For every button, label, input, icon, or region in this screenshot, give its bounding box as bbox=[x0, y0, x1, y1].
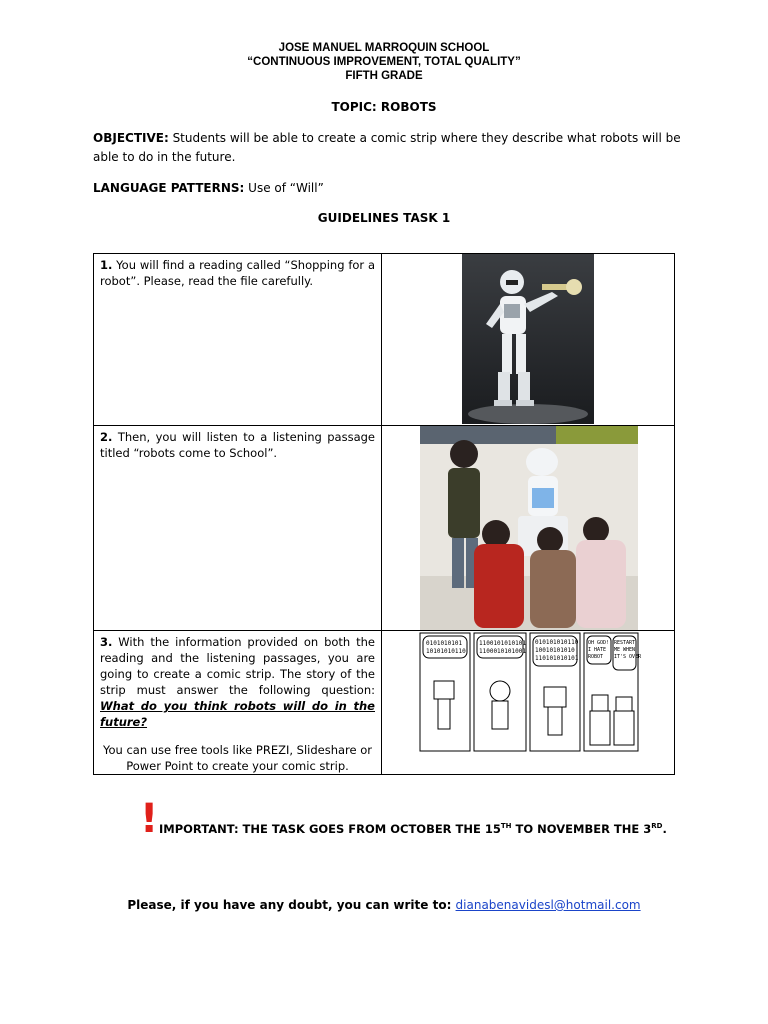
task-3-cell bbox=[94, 631, 382, 775]
tasks-table bbox=[93, 253, 675, 775]
comic-bubble-1-line2: 10101010110 bbox=[426, 648, 466, 655]
comic-bubble-5-line3: IT'S OVER bbox=[614, 654, 642, 660]
task-2-text: Then, you will listen to a listening passage titled “robots come to School”. bbox=[100, 430, 375, 460]
school-name: JOSE MANUEL MARROQUIN SCHOOL bbox=[278, 42, 490, 54]
task-1-number: 1. bbox=[100, 258, 113, 272]
important-sup-rd: RD bbox=[651, 822, 663, 831]
school-motto: “CONTINUOUS IMPROVEMENT, TOTAL QUALITY” bbox=[247, 56, 521, 68]
language-patterns bbox=[93, 181, 324, 195]
task-2-cell bbox=[94, 426, 382, 631]
comic-bubble-3-line2: 10010101010 bbox=[535, 647, 575, 654]
task-row-1 bbox=[94, 254, 675, 426]
task-3-number: 3. bbox=[100, 635, 113, 649]
grade-label: FIFTH GRADE bbox=[345, 70, 423, 82]
task-3-question: What do you think robots will do in the future? bbox=[100, 699, 375, 729]
task-1-image-cell bbox=[382, 254, 675, 426]
comic-bubble-1: 0101010101 bbox=[426, 640, 463, 647]
comic-bubble-5: RESTART bbox=[614, 640, 636, 646]
guidelines-title: GUIDELINES TASK 1 bbox=[317, 211, 451, 225]
task-1-text: You will find a reading called “Shopping for a robot”. Please, read the file carefully. bbox=[100, 258, 375, 288]
task-3-image-cell bbox=[382, 631, 675, 775]
task-row-3 bbox=[94, 631, 675, 775]
contact-text: Please, if you have any doubt, you can write to: bbox=[127, 898, 456, 912]
objective-text: Students will be able to create a comic strip where they describe what robots will be able to do in the future. bbox=[93, 131, 681, 164]
language-label: LANGUAGE PATTERNS: bbox=[93, 181, 245, 195]
comic-bubble-3: 010101010110 bbox=[535, 639, 579, 646]
children-with-robot-photo bbox=[382, 426, 674, 630]
contact-line bbox=[0, 898, 768, 912]
task-2-image-cell bbox=[382, 426, 675, 631]
comic-bubble-4-line2: I HATE bbox=[588, 647, 607, 653]
comic-bubble-2: 1100101010101 bbox=[479, 640, 526, 647]
comic-bubble-4: OH GOD! bbox=[588, 640, 610, 646]
objective-paragraph bbox=[93, 129, 693, 167]
trumpet-robot-photo bbox=[382, 254, 674, 424]
comic-bubble-3-line3: 110101010101 bbox=[535, 655, 579, 662]
important-text bbox=[159, 822, 667, 836]
exclamation-icon: ! bbox=[140, 796, 159, 842]
task-3-tools: You can use free tools like PREZI, Slideshare or Power Point to create your comic strip. bbox=[102, 743, 373, 773]
objective-label: OBJECTIVE: bbox=[93, 131, 169, 145]
robot-comic-strip bbox=[382, 631, 674, 763]
task-3-text: With the information provided on both the reading and the listening passages, you are going to create a comic strip. The story of the strip must answer the following question: bbox=[100, 635, 375, 697]
important-text-middle: TO NOVEMBER THE 3 bbox=[511, 822, 652, 836]
contact-email-link[interactable]: dianabenavidesl@hotmail.com bbox=[455, 898, 641, 912]
comic-bubble-4-line3: ROBOT bbox=[588, 654, 604, 660]
important-text-end: . bbox=[662, 822, 667, 836]
task-row-2 bbox=[94, 426, 675, 631]
language-text: Use of “Will” bbox=[244, 181, 324, 195]
important-sup-th: TH bbox=[500, 822, 512, 831]
task-2-number: 2. bbox=[100, 430, 113, 444]
comic-bubble-5-line2: ME WHEN bbox=[614, 647, 636, 653]
task-1-cell bbox=[94, 254, 382, 426]
comic-bubble-2-line2: 1100010101001 bbox=[479, 648, 526, 655]
important-text-start: IMPORTANT: THE TASK GOES FROM OCTOBER THE 15 bbox=[159, 822, 501, 836]
topic-title: TOPIC: ROBOTS bbox=[331, 100, 437, 114]
